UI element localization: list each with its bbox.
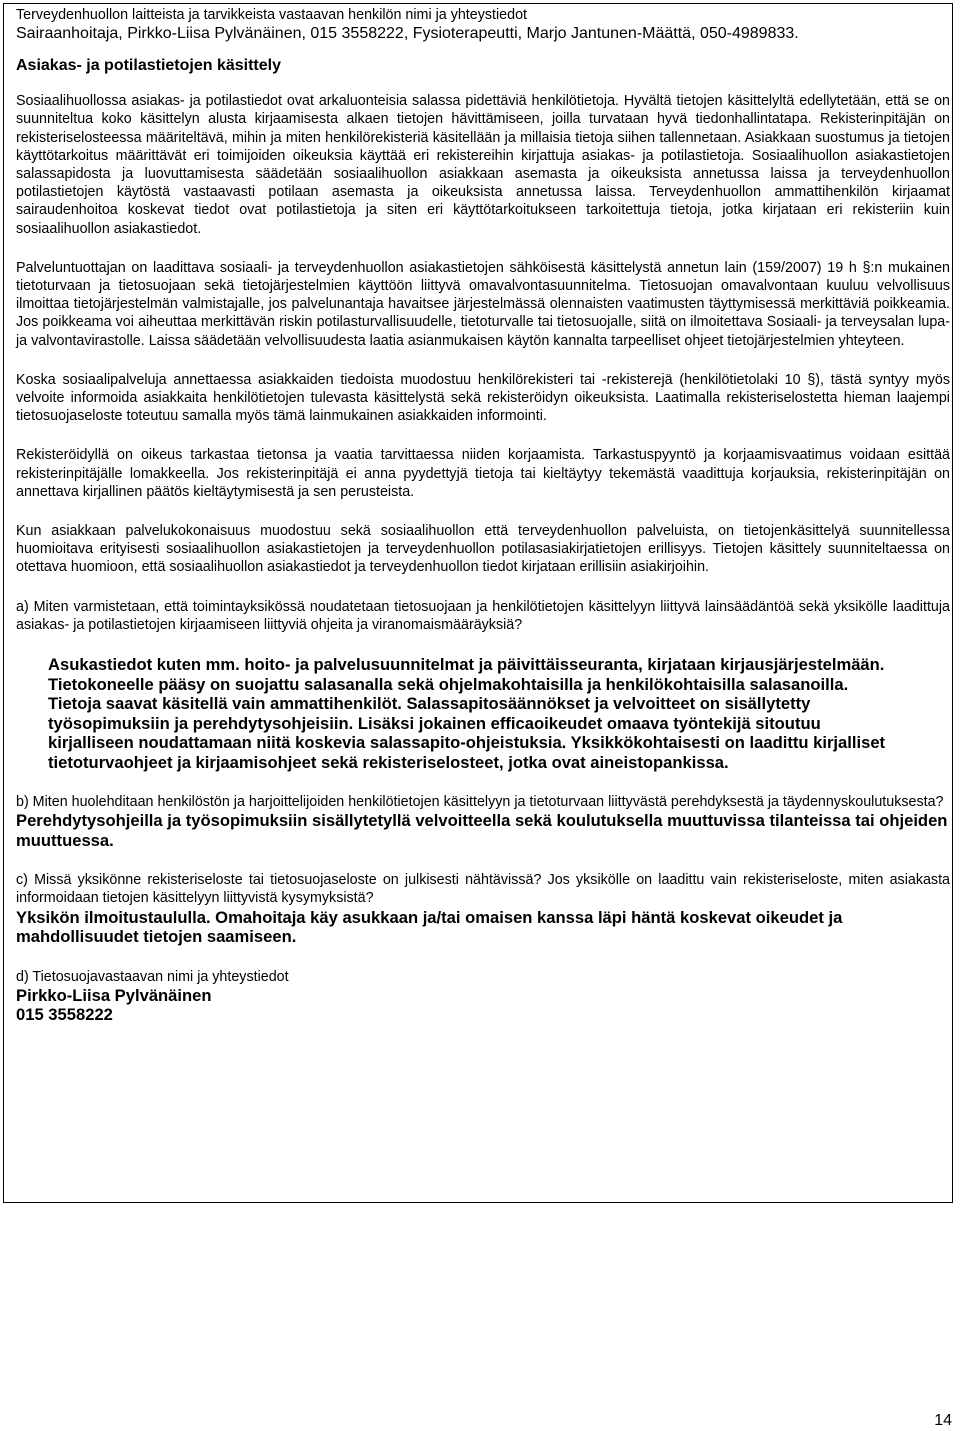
section-paragraph: Palveluntuottajan on laadittava sosiaali- ja terveydenhuollon asiakastietojen sähköisestä käsittelystä annetun lain (159/2007) 19 h §:n mukainen tietoturvaan ja tietosuojaan sekä tietojärjestelmien käyttöön liittyvä omavalvontasuunnitelma. Tietosuojan omavalvontaan kuuluu velvollisuus ilmoittaa tietojärjestelmän valmistajalle, jos palvelunantaja havaitsee järjestelmässä olennaisten vaatimusten täyttymisessä merkittäviä poikkeamia. Jos poikkeama voi aiheuttaa merkittävän riskin potilasturvallisuudelle, tietoturvalle tai tietosuojalle, siitä on ilmoitettava Sosiaali- ja terveysalan lupa- ja valvontavirastolle. Laissa säädetään velvollisuudesta laatia asianmukaisen käytön kannalta tarpeelliset ohjeet tietojärjestelmien yhteyteen. [16,259,950,349]
responsible-person-value: Sairaanhoitaja, Pirkko-Liisa Pylvänäinen, 015 3558222, Fysioterapeutti, Marjo Jantunen-Määttä, 050-4989833. [16,25,799,43]
section-title: Asiakas- ja potilastietojen käsittely [16,57,281,75]
document-content [16,6,950,1025]
answer-c: Yksikön ilmoitustaululla. Omahoitaja käy asukkaan ja/tai omaisen kanssa läpi häntä koskevat oikeudet ja mahdollisuudet tietojen saamiseen. [16,907,843,947]
page-number: 14 [934,1412,952,1429]
section-paragraph: Kun asiakkaan palvelukokonaisuus muodostuu sekä sosiaalihuollon että terveydenhuollon palveluista, on tietojenkäsittelyä suunnitellessa huomioitava erityisesti sosiaalihuollon asiakastietojen ja terveydenhuollon potilasasiakirjatietojen erillisyys. Tietojen käsittely suunniteltaessa on otettava huomioon, että sosiaalihuollon asiakastiedot ja terveydenhuollon tiedot kirjataan erillisiin asiakirjoihin. [16,523,950,576]
responsible-person-label: Terveydenhuollon laitteista ja tarvikkeista vastaavan henkilön nimi ja yhteystiedot [16,7,527,23]
question-d: d) Tietosuojavastaavan nimi ja yhteystiedot [16,968,289,985]
question-b: b) Miten huolehditaan henkilöstön ja harjoittelijoiden henkilötietojen käsittelyyn ja tietoturvaan liittyvästä perehdyksestä ja täydennyskoulutuksesta? [16,794,944,811]
question-c: c) Missä yksikönne rekisteriseloste tai tietosuojaseloste on julkisesti nähtävissä? Jos yksikölle on laadittu vain rekisteriseloste, miten asiakasta informoidaan tietojen käsittelyyn liittyvistä kysymyksistä? [16,872,950,907]
answer-b: Perehdytysohjeilla ja työsopimuksiin sisällytetyllä velvoitteella sekä koulutuksella muuttuvissa tilanteissa tai ohjeiden muuttuessa. [16,811,948,850]
section-paragraph: Rekisteröidyllä on oikeus tarkastaa tietonsa ja vaatia tarvittaessa niiden korjaamista. Tarkastuspyyntö ja korjaamisvaatimus voidaan esittää rekisterinpitäjälle lomakkeella. Jos rekisterinpitäjä ei anna pyydettyjä tietoja tai kieltäytyy tekemästä vaadittuja korjauksia, rekisterinpitäjän on annettava kirjallinen päätös kieltäytymisestä ja sen perusteista. [16,447,950,500]
section-paragraph: Sosiaalihuollossa asiakas- ja potilastiedot ovat arkaluonteisia salassa pidettäviä henkilötietoja. Hyvältä tietojen käsittelyltä edellytetään, että se on suunniteltua koko käsittelyn alusta kirjaamisesta alkaen tietojen hävittämiseen, joilla turvataan hyvä tiedonhallintatapa. Rekisterinpitäjän on rekisteriselosteessa määriteltävä, mihin ja miten henkilörekisteriä käsitellään ja millaisia tietoja siihen tallennetaan. Asiakkaan suostumus ja tietojen käyttötarkoitus määrittävät eri toimijoiden oikeuksia käyttää eri rekistereihin kirjattuja asiakas- ja potilastietoja. Sosiaalihuollon asiakastietojen salassapidosta ja luovuttamisesta säädetään sosiaalihuollon asiakkaan asemasta ja oikeuksista annetussa laissa ja terveydenhuollon potilastietojen käytöstä vastaavasti potilaan asemasta ja oikeuksista annetussa laissa. Terveydenhuollon ammattihenkilön kirjaamat sairaudenhoitoa koskevat tiedot ovat potilastietoja ja siten eri käyttötarkoitukseen tarkoitettuja tietoja, jotka kirjataan eri rekisteriin kuin sosiaalihuollon asiakastiedot. [16,93,950,237]
answer-a: Asukastiedot kuten mm. hoito- ja palvelusuunnitelmat ja päivittäisseuranta, kirjataan kirjausjärjestelmään. Tietokoneelle pääsy on suojattu salasanalla sekä ohjelmakohtaisilla ja henkilökohtaisilla salasanoilla. Tietoja saavat käsitellä vain ammattihenkilöt. Salassapitosäännökset ja velvoitteet on sisällytetty työsopimuksiin ja perehdytysohjeisiin. Lisäksi jokainen efficaoikeudet omaava työntekijä sitoutuu kirjalliseen noudattamaan niitä koskevia salassapito-ohjeistuksia. Yksikkökohtaisesti on laadittu kirjalliset tietoturvaohjeet ja kirjaamisohjeet sekä rekisteriselosteet, jotka ovat aineistopankissa. [48,655,886,772]
section-paragraph: Koska sosiaalipalveluja annettaessa asiakkaiden tiedoista muodostuu henkilörekisteri tai -rekisterejä (henkilötietolaki 10 §), tästä syntyy myös velvoite informoida asiakkaita henkilötietojen tulevasta käsittelystä sekä rekisteröidyn oikeuksista. Laatimalla rekisteriselostetta hieman laajempi tietosuojaseloste toteutuu samalla myös tämä lainmukainen asiakkaiden informointi. [16,371,950,425]
answer-d-phone: 015 3558222 [16,1005,113,1025]
document-frame [3,3,953,1203]
question-a: a) Miten varmistetaan, että toimintayksikössä noudatetaan tietosuojaan ja henkilötietojen käsittelyyn liittyvä lainsäädäntöä sekä yksikölle laadittuja asiakas- ja potilastietojen kirjaamiseen liittyviä ohjeita ja viranomaismääräyksiä? [16,598,950,633]
answer-d-name: Pirkko-Liisa Pylvänäinen [16,985,212,1005]
